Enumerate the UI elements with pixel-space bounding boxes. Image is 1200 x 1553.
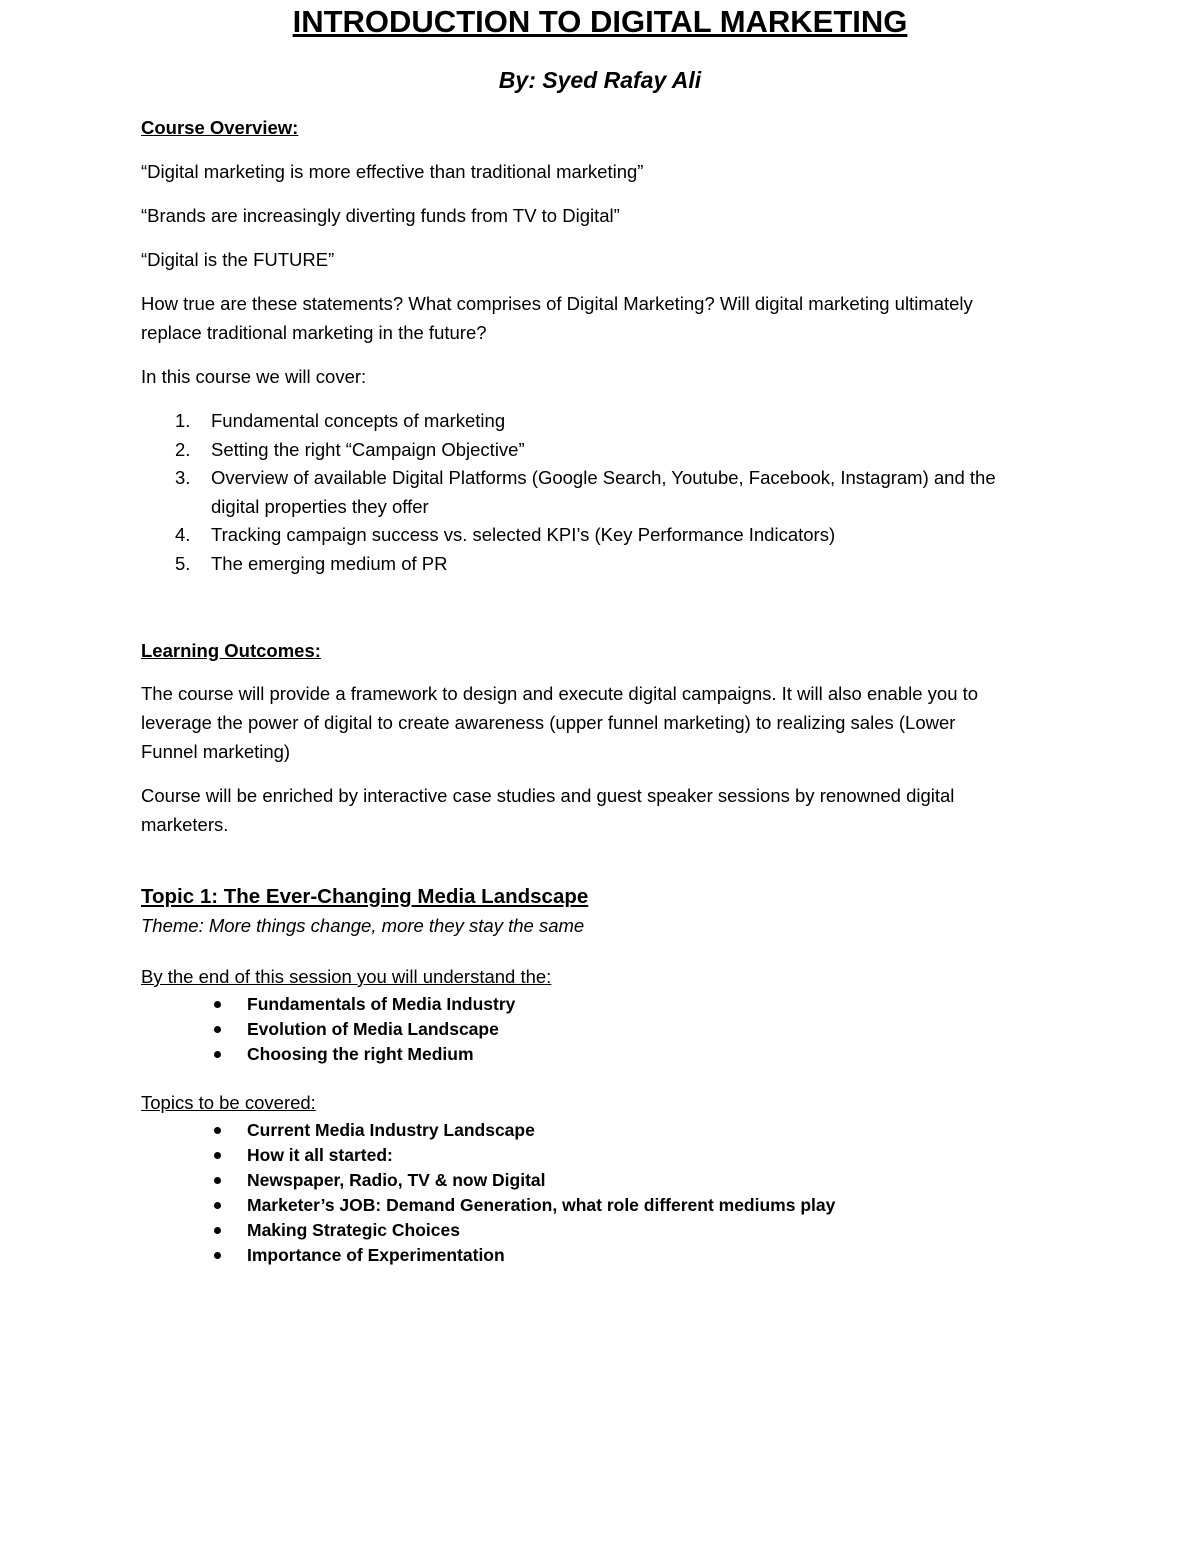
list-item-text: Setting the right “Campaign Objective” — [211, 438, 525, 460]
list-item-text: Fundamentals of Media Industry — [247, 994, 516, 1014]
topic-1-title: Topic 1: The Ever-Changing Media Landscape — [141, 885, 589, 908]
quote-1: “Digital marketing is more effective than traditional marketing” — [141, 161, 644, 182]
list-number: 1. — [175, 410, 191, 431]
bullet-icon — [214, 1152, 221, 1159]
bullet-icon — [214, 1202, 221, 1209]
course-overview-heading: Course Overview: — [141, 117, 299, 138]
list-item — [141, 464, 1101, 521]
list-item-text: Current Media Industry Landscape — [247, 1120, 535, 1140]
list-number: 3. — [175, 467, 191, 488]
covered-heading: Topics to be covered: — [141, 1092, 316, 1113]
bullet-icon — [214, 1227, 221, 1234]
list-item — [141, 407, 1101, 436]
outcomes-para-1-line-2: leverage the power of digital to create awareness (upper funnel marketing) to realizing sales (Lower — [141, 712, 956, 733]
list-item-text: The emerging medium of PR — [211, 552, 448, 574]
learning-outcomes-heading: Learning Outcomes: — [141, 640, 321, 661]
author-line: By: Syed Rafay Ali — [498, 67, 702, 93]
list-item-text: Overview of available Digital Platforms (Google Search, Youtube, Facebook, Instagram) and the — [211, 467, 996, 488]
list-item — [141, 550, 1101, 579]
understand-heading: By the end of this session you will understand the: — [141, 966, 552, 987]
outcomes-para-2-line-2: marketers. — [141, 814, 229, 835]
outcomes-para-2-line-1: Course will be enriched by interactive case studies and guest speaker sessions by renowned digital — [141, 785, 955, 806]
quote-2: “Brands are increasingly diverting funds from TV to Digital” — [141, 205, 620, 226]
list-item — [141, 1193, 835, 1218]
cover-list — [141, 407, 1101, 578]
list-number: 5. — [175, 552, 191, 574]
list-item — [141, 1243, 835, 1268]
list-item-text: Marketer’s JOB: Demand Generation, what role different mediums play — [247, 1195, 836, 1215]
list-number: 4. — [175, 524, 191, 545]
list-item-text: Newspaper, Radio, TV & now Digital — [247, 1170, 546, 1190]
list-item — [141, 521, 1101, 550]
list-item-text: Importance of Experimentation — [247, 1245, 505, 1265]
list-item — [141, 1218, 835, 1243]
understand-list — [141, 992, 515, 1067]
bullet-icon — [214, 1001, 221, 1008]
list-item — [141, 1143, 835, 1168]
list-item-text: Evolution of Media Landscape — [247, 1019, 499, 1039]
list-item — [141, 1042, 515, 1067]
bullet-icon — [214, 1127, 221, 1134]
bullet-icon — [214, 1051, 221, 1058]
list-item — [141, 436, 1101, 465]
list-item-text: Fundamental concepts of marketing — [211, 410, 506, 431]
topic-1-theme: Theme: More things change, more they stay the same — [141, 915, 585, 936]
question-line-1: How true are these statements? What comprises of Digital Marketing? Will digital marketing ultimately — [141, 293, 973, 314]
list-item-text: Making Strategic Choices — [247, 1220, 460, 1240]
list-item-text: Tracking campaign success vs. selected KPI’s (Key Performance Indicators) — [211, 524, 836, 545]
bullet-icon — [214, 1177, 221, 1184]
quote-3: “Digital is the FUTURE” — [141, 249, 335, 270]
outcomes-para-1-line-3: Funnel marketing) — [141, 741, 291, 762]
list-item — [141, 1118, 835, 1143]
list-item — [141, 1017, 515, 1042]
cover-intro: In this course we will cover: — [141, 366, 367, 387]
outcomes-para-1-line-1: The course will provide a framework to design and execute digital campaigns. It will also enable you to — [141, 683, 979, 704]
list-number: 2. — [175, 438, 191, 460]
question-line-2: replace traditional marketing in the future? — [141, 322, 487, 343]
list-item-text: Choosing the right Medium — [247, 1044, 474, 1064]
list-item-text-continued: digital properties they offer — [211, 495, 429, 517]
bullet-icon — [214, 1252, 221, 1259]
list-item — [141, 992, 515, 1017]
bullet-icon — [214, 1026, 221, 1033]
list-item — [141, 1168, 835, 1193]
list-item-text: How it all started: — [247, 1145, 393, 1165]
document-title: INTRODUCTION TO DIGITAL MARKETING — [292, 4, 908, 39]
covered-list — [141, 1118, 835, 1268]
